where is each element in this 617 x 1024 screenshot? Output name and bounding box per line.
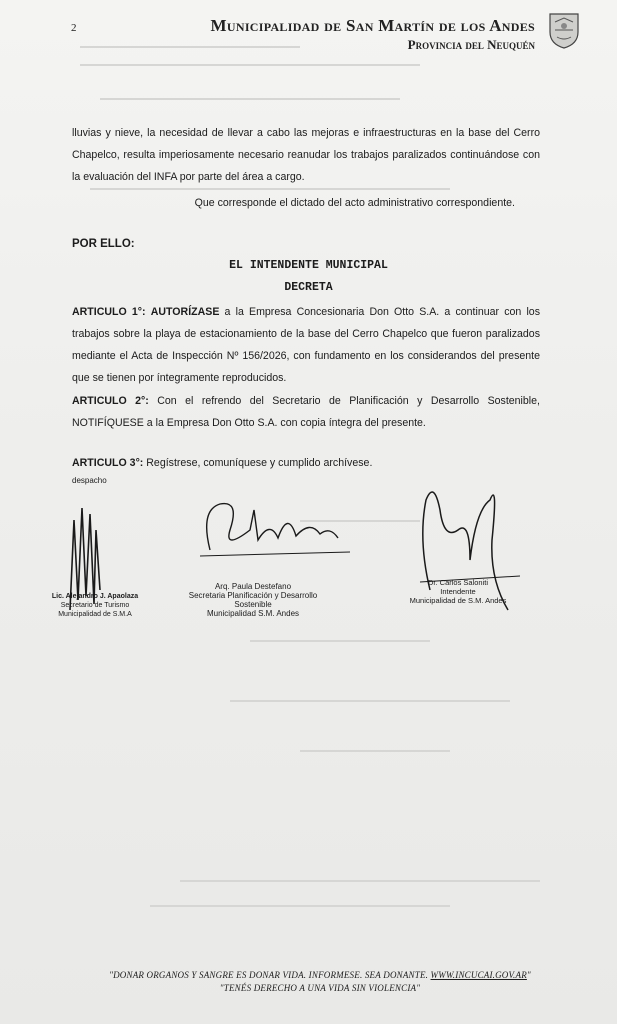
bleed-through-mark <box>80 46 300 48</box>
coat-of-arms-icon <box>547 10 581 50</box>
article-2-label: ARTICULO 2°: <box>72 395 149 407</box>
bleed-through-mark <box>150 905 450 907</box>
despacho-label: despacho <box>72 476 107 485</box>
signature-destefano <box>180 490 360 570</box>
footer-line-1 <box>40 970 600 980</box>
signatory-block <box>40 592 150 619</box>
signatory-org: Municipalidad de S.M.A <box>58 611 132 618</box>
article-1-label: ARTICULO 1°: <box>72 306 146 318</box>
page-number: 2 <box>71 22 77 34</box>
footer-quote-end: " <box>526 970 531 980</box>
bleed-through-mark <box>80 64 420 66</box>
signatory-block <box>188 582 318 618</box>
signatory-name: Lic. Alejandro J. Apaolaza <box>51 593 139 600</box>
bleed-through-mark <box>180 880 540 882</box>
article-3 <box>72 452 540 474</box>
signatory-org: Municipalidad S.M. Andes <box>206 609 300 618</box>
signatory-name: Dr. Carlos Saloniti <box>427 578 489 587</box>
decreta-heading: DECRETA <box>284 281 333 294</box>
article-3-text: Regístrese, comuníquese y cumplido archívese. <box>143 457 373 469</box>
bleed-through-mark <box>300 750 450 752</box>
signatory-role: Secretario de Turismo <box>60 602 130 609</box>
province-name: Provincia del Neuquén <box>407 37 535 52</box>
footer-line-2 <box>40 983 600 993</box>
signatory-name: Arq. Paula Destefano <box>214 582 292 591</box>
footer-donation-text: "DONAR ORGANOS Y SANGRE ES DONAR VIDA. INFORMESE. SEA DONANTE. <box>109 970 431 980</box>
article-2-text: Con el refrendo del Secretario de Planificación y Desarrollo Sostenible, NOTIFÍQUESE a la Empresa Don Otto S.A. con copia íntegra del presente. <box>72 395 540 429</box>
bleed-through-mark <box>100 98 400 100</box>
bleed-through-mark <box>90 188 450 190</box>
intro-closing: Que corresponde el dictado del acto administrativo correspondiente. <box>194 197 515 209</box>
article-1-lead: AUTORÍZASE <box>150 306 220 318</box>
article-3-label: ARTICULO 3°: <box>72 457 144 469</box>
footer-incucai-link[interactable]: WWW.INCUCAI.GOV.AR <box>430 970 527 980</box>
footer-violence-text: "TENÉS DERECHO A UNA VIDA SIN VIOLENCIA" <box>219 983 421 993</box>
signatory-role: Intendente <box>440 587 476 596</box>
article-1 <box>72 301 540 389</box>
article-1-text: a la Empresa Concesionaria Don Otto S.A. a continuar con los trabajos sobre la playa de estacionamiento de la base del Cerro Chapelco que fueron paralizados mediante el Acta de Inspección Nº 156/2026, con fundamento en los considerandos del presente que se tienen por íntegramente reproducidos. <box>72 306 540 384</box>
signatory-role: Secretaria Planificación y Desarrollo Sostenible <box>188 591 318 609</box>
intendente-heading: EL INTENDENTE MUNICIPAL <box>229 259 388 272</box>
signatory-block <box>398 578 518 605</box>
signatory-org: Municipalidad de S.M. Andes <box>409 596 507 605</box>
municipality-name: Municipalidad de San Martín de los Andes <box>210 16 535 35</box>
bleed-through-mark <box>230 700 510 702</box>
intro-paragraph: lluvias y nieve, la necesidad de llevar a cabo las mejoras e infraestructuras en la base del Cerro Chapelco, resulta imperiosamente necesario reanudar los trabajos paralizados continuándose con la evaluación del INFA por parte del área a cargo. <box>72 127 540 183</box>
bleed-through-mark <box>250 640 430 642</box>
por-ello-heading: POR ELLO: <box>72 238 135 250</box>
article-2 <box>72 390 540 434</box>
